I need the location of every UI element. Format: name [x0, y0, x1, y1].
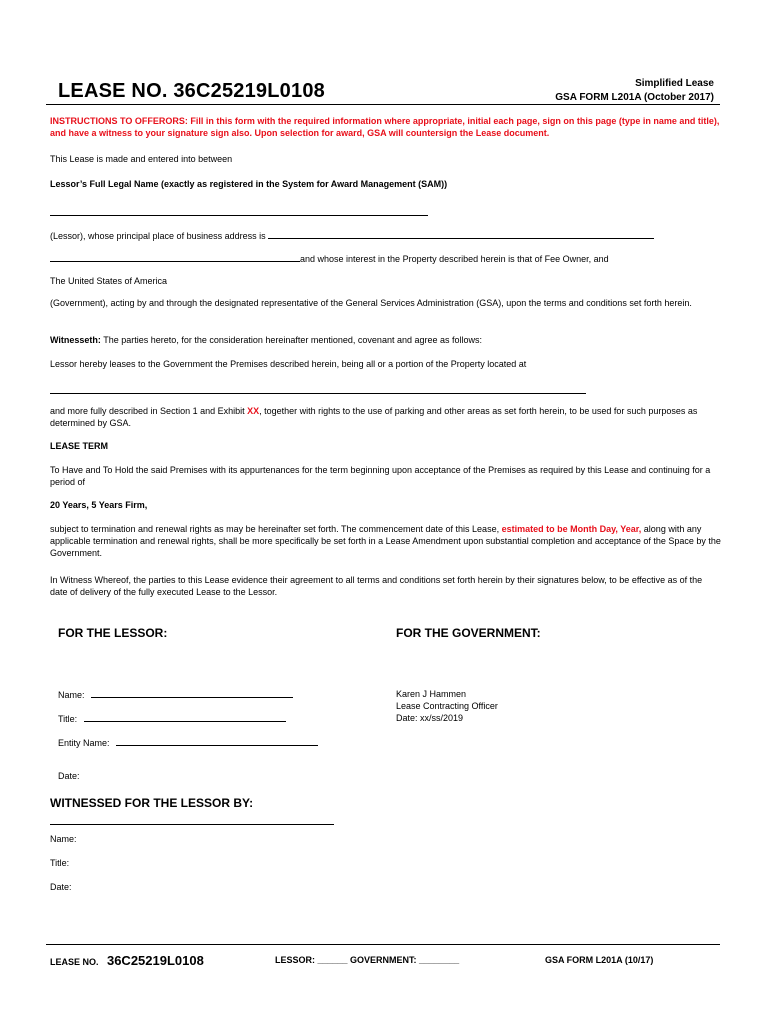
- usa-text: The United States of America: [50, 276, 168, 286]
- interest-line: [50, 252, 609, 264]
- lessor-sig-name-label: Name:: [58, 690, 85, 700]
- footer-lease-value: 36C25219L0108: [106, 953, 204, 968]
- described-paragraph: [50, 405, 722, 429]
- footer-lease-number: [50, 952, 204, 970]
- commencement-estimate: estimated to be Month Day, Year,: [501, 524, 642, 534]
- lessor-address-line: [50, 229, 654, 241]
- government-signature-heading: FOR THE GOVERNMENT:: [396, 626, 541, 640]
- gov-signer-title: Lease Contracting Officer: [396, 701, 498, 711]
- property-location-field[interactable]: [50, 381, 586, 399]
- header-divider: [46, 104, 720, 105]
- instructions-to-offerors: INSTRUCTIONS TO OFFERORS: Fill in this form with the required information where appropriate, initial each page, sign on this page (type in name and title), and have a witness to your signature sign also. Upon selection for award, GSA will countersign the Lease document.: [50, 116, 720, 138]
- witness-signature-field[interactable]: [50, 812, 334, 830]
- lessor-sig-title-label: Title:: [58, 714, 78, 724]
- gov-signer-date: Date: xx/ss/2019: [396, 713, 464, 723]
- witness-date-label: Date:: [50, 882, 72, 892]
- term-text: To Have and To Hold the said Premises with its appurtenances for the term beginning upon acceptance of the Premises as required by this Lease and continuing for a period of: [50, 465, 711, 487]
- lessor-sig-name-blank[interactable]: [91, 688, 293, 698]
- lease-title: LEASE NO. 36C25219L0108: [58, 80, 325, 102]
- witness-title-label: Title:: [50, 858, 70, 868]
- described-pre: and more fully described in Section 1 and Exhibit: [50, 406, 248, 416]
- lessor-name-row: [58, 688, 293, 700]
- lessor-address-label: (Lessor), whose principal place of business address is: [50, 231, 266, 241]
- footer-lease-label: LEASE NO.: [50, 957, 99, 967]
- gov-signer-name: Karen J Hammen: [396, 689, 467, 699]
- form-identifier: [555, 77, 714, 105]
- lessor-entity-row: [58, 736, 318, 748]
- term-years: 20 Years, 5 Years Firm,: [50, 500, 148, 510]
- subject-paragraph: [50, 523, 722, 559]
- property-location-blank[interactable]: [50, 384, 586, 394]
- lessor-name-field[interactable]: [50, 203, 428, 221]
- interest-text: and whose interest in the Property described herein is that of Fee Owner, and: [300, 254, 609, 264]
- intro-text: This Lease is made and entered into between: [50, 154, 233, 164]
- subject-post: along with any applicable termination and renewal rights, shall be more specifically be set forth in a Lease Amendment upon substantial completion and acceptance of the Space by the Government.: [50, 524, 721, 558]
- lessor-signature-heading: FOR THE LESSOR:: [58, 626, 168, 640]
- witnesseth-paragraph: [50, 334, 722, 346]
- lease-term-heading: LEASE TERM: [50, 441, 109, 451]
- address-continued-blank[interactable]: [50, 252, 300, 262]
- lessor-address-blank[interactable]: [268, 229, 654, 239]
- witness-heading: WITNESSED FOR THE LESSOR BY:: [50, 796, 254, 810]
- described-post: , together with rights to the use of parking and other areas as set forth herein, to be used for such purposes as determined by GSA.: [50, 406, 698, 428]
- witnesseth-text: The parties hereto, for the consideration hereinafter mentioned, covenant and agree as follows:: [100, 335, 483, 345]
- lessor-date-label: Date:: [58, 771, 80, 781]
- form-type: Simplified Lease: [635, 78, 714, 89]
- lessor-entity-blank[interactable]: [116, 736, 318, 746]
- leases-text: Lessor hereby leases to the Government the Premises described herein, being all or a portion of the Property located at: [50, 359, 527, 369]
- footer-initials: LESSOR: ______ GOVERNMENT: ________: [275, 955, 460, 965]
- witness-whereof-text: In Witness Whereof, the parties to this Lease evidence their agreement to all terms and conditions set forth herein by their signatures below, to be effective as of the date of delivery of the fully executed Lease to the Lessor.: [50, 575, 703, 597]
- government-signer: [396, 688, 498, 724]
- footer-form-number: GSA FORM L201A (10/17): [545, 955, 654, 965]
- footer-divider: [46, 944, 720, 945]
- lessor-sig-title-blank[interactable]: [84, 712, 286, 722]
- government-text: (Government), acting by and through the designated representative of the General Services Administration (GSA), upon the terms and conditions set forth herein.: [50, 298, 692, 308]
- witnesseth-label: Witnesseth:: [50, 335, 101, 345]
- form-number: GSA FORM L201A (October 2017): [555, 92, 714, 103]
- lessor-name-blank[interactable]: [50, 206, 428, 216]
- witness-signature-blank[interactable]: [50, 815, 334, 825]
- lessor-name-label: Lessor’s Full Legal Name (exactly as registered in the System for Award Management (SAM)): [50, 179, 448, 189]
- witness-name-label: Name:: [50, 834, 77, 844]
- exhibit-placeholder: XX: [247, 406, 260, 416]
- lessor-entity-label: Entity Name:: [58, 738, 110, 748]
- subject-pre: subject to termination and renewal rights as may be hereinafter set forth. The commencement date of this Lease,: [50, 524, 502, 534]
- lessor-title-row: [58, 712, 286, 724]
